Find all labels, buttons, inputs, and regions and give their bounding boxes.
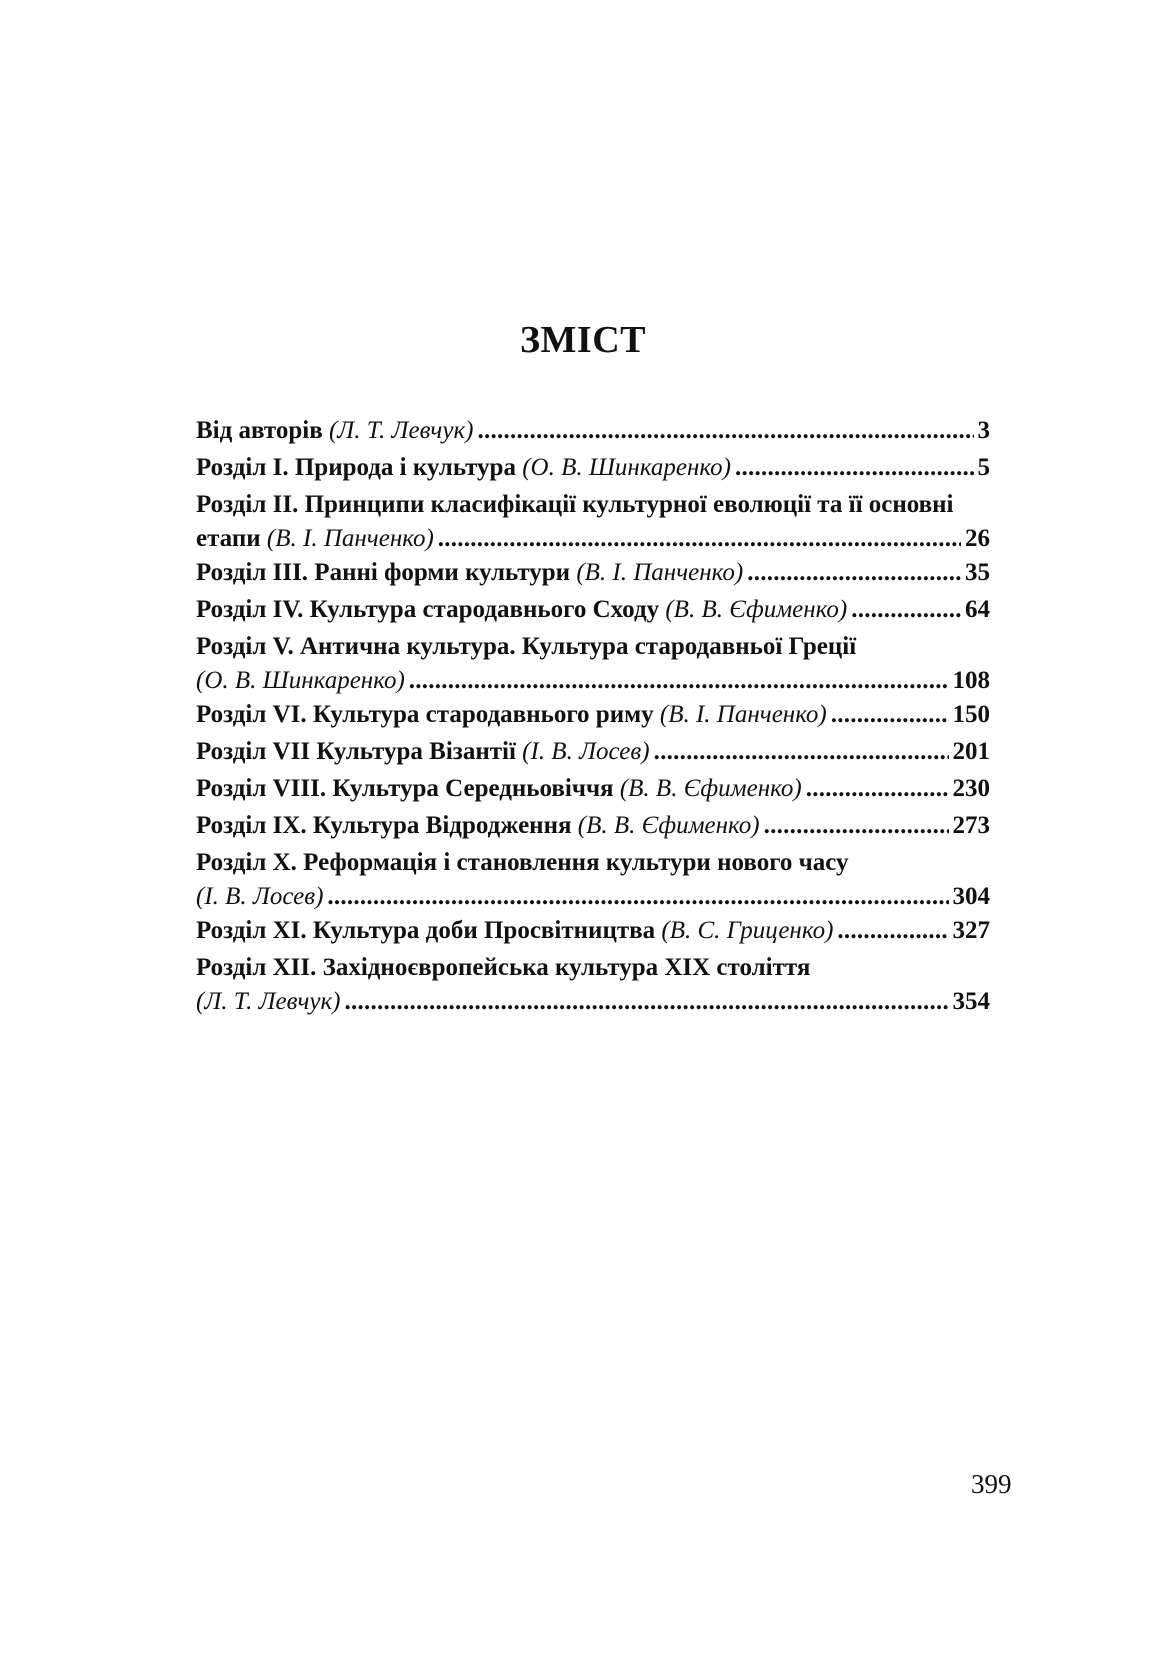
toc-entry[interactable] <box>196 770 990 807</box>
toc-entry-title: Розділ IV. Культура стародавнього Сходу <box>196 596 660 623</box>
toc-entry-page: 150 <box>952 701 990 728</box>
dot-leader <box>747 554 961 591</box>
toc-entry-title: Розділ VI. Культура стародавнього риму <box>196 701 654 728</box>
toc-line <box>196 986 990 1017</box>
toc-entry[interactable] <box>196 412 990 449</box>
toc-entry-page: 273 <box>952 812 990 839</box>
toc-entry-title: Розділ VII Культура Візантії <box>196 738 516 765</box>
toc-entry-author: (В. І. Панченко) <box>266 525 434 552</box>
toc-entry-title: Від авторів <box>196 417 323 444</box>
dot-leader <box>735 449 974 486</box>
dot-leader <box>837 912 948 949</box>
page-title: ЗМІСТ <box>520 319 646 361</box>
toc-entry[interactable] <box>196 807 990 844</box>
toc-entry-title-line: Розділ X. Реформація і становлення культури нового часу <box>196 849 849 876</box>
toc-entry[interactable] <box>196 949 990 1017</box>
toc-entry-author: (О. В. Шинкаренко) <box>522 454 731 481</box>
toc-entry-author: (В. С. Гриценко) <box>661 917 834 944</box>
toc-entry[interactable] <box>196 591 990 628</box>
toc-entry[interactable] <box>196 486 990 554</box>
toc-line <box>196 881 990 912</box>
toc-entry-title: Розділ І. Природа і культура <box>196 454 516 481</box>
toc-entry[interactable] <box>196 628 990 696</box>
dot-leader <box>806 770 949 807</box>
toc-line <box>196 770 990 807</box>
toc-entry-page: 5 <box>977 454 990 481</box>
dot-leader <box>409 665 949 696</box>
toc-entry-author: (І. В. Лосев) <box>196 883 324 910</box>
toc-entry-page: 304 <box>952 883 990 910</box>
toc-entry-title: Розділ ІІІ. Ранні форми культури <box>196 559 571 586</box>
toc-entry-page: 35 <box>965 559 990 586</box>
dot-leader <box>831 696 949 733</box>
toc-line <box>196 523 990 554</box>
toc-entry-title-line: Розділ ІІ. Принципи класифікації культурної еволюції та її основні <box>196 491 954 518</box>
toc-entry-author: (І. В. Лосев) <box>522 738 650 765</box>
toc-entry-author: (В. В. Єфименко) <box>619 775 802 802</box>
toc-line <box>196 665 990 696</box>
toc-entry-page: 3 <box>977 417 990 444</box>
toc-line <box>196 807 990 844</box>
toc-entry-title-line: Розділ XII. Західноєвропейська культура XIX століття <box>196 954 811 981</box>
toc-entry-page: 26 <box>965 525 990 552</box>
toc-entry-page: 108 <box>952 667 990 694</box>
toc-entry-page: 201 <box>952 738 990 765</box>
toc-entry[interactable] <box>196 844 990 912</box>
table-of-contents <box>196 412 990 1017</box>
toc-line <box>196 591 990 628</box>
toc-entry[interactable] <box>196 554 990 591</box>
dot-leader <box>654 733 949 770</box>
toc-entry[interactable] <box>196 696 990 733</box>
toc-entry[interactable] <box>196 449 990 486</box>
toc-entry-author: (В. І. Панченко) <box>576 559 744 586</box>
toc-entry-title: Розділ XI. Культура доби Просвітництва <box>196 917 656 944</box>
toc-line <box>196 696 990 733</box>
toc-entry-author: (В. В. Єфименко) <box>577 812 760 839</box>
dot-leader <box>477 412 973 449</box>
toc-line <box>196 554 990 591</box>
dot-leader <box>327 881 948 912</box>
toc-entry-page: 64 <box>965 596 990 623</box>
toc-entry[interactable] <box>196 733 990 770</box>
toc-entry-title: Розділ IX. Культура Відродження <box>196 812 572 839</box>
dot-leader <box>438 523 961 554</box>
toc-entry-author: (В. І. Панченко) <box>659 701 827 728</box>
toc-entry-author: (О. В. Шинкаренко) <box>196 667 405 694</box>
toc-entry-page: 354 <box>952 988 990 1015</box>
toc-line <box>196 733 990 770</box>
dot-leader <box>851 591 961 628</box>
dot-leader <box>345 986 949 1017</box>
toc-entry-title-line: Розділ V. Антична культура. Культура стародавньої Греції <box>196 633 857 660</box>
page-number: 399 <box>971 1469 1012 1499</box>
toc-entry-title: Розділ VIII. Культура Середньовіччя <box>196 775 614 802</box>
toc-entry-title: етапи <box>196 525 261 552</box>
toc-line <box>196 912 990 949</box>
toc-entry[interactable] <box>196 912 990 949</box>
toc-line <box>196 449 990 486</box>
toc-entry-author: (В. В. Єфименко) <box>665 596 848 623</box>
toc-entry-page: 230 <box>952 775 990 802</box>
toc-entry-author: (Л. Т. Левчук) <box>328 417 474 444</box>
toc-entry-author: (Л. Т. Левчук) <box>196 988 341 1015</box>
dot-leader <box>764 807 949 844</box>
toc-line <box>196 412 990 449</box>
toc-entry-page: 327 <box>952 917 990 944</box>
